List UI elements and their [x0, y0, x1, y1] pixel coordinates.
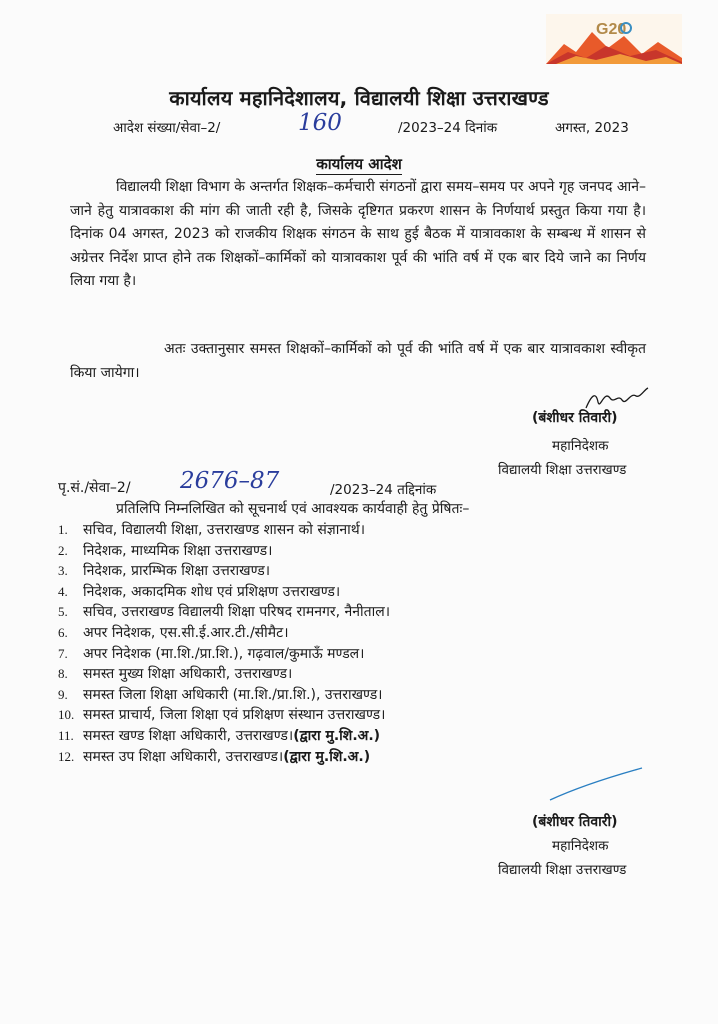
signatory-name-1: (बंशीधर तिवारी): [532, 410, 618, 426]
list-item: 11. समस्त खण्ड शिक्षा अधिकारी, उत्तराखण्ड।(द्वारा मु.शि.अ.): [58, 727, 381, 744]
signature-stroke-2: [546, 762, 646, 802]
copy-intro: प्रतिलिपि निम्नलिखित को सूचनार्थ एवं आवश्यक कार्यवाही हेतु प्रेषितः–: [116, 501, 470, 517]
signatory-office-1: विद्यालयी शिक्षा उत्तराखण्ड: [498, 462, 627, 478]
order-ref-prefix: आदेश संख्या/सेवा–2/: [113, 120, 221, 136]
logo-text: G20: [596, 21, 627, 38]
order-ref-suffix: /2023–24 दिनांक: [398, 120, 498, 136]
signatory-name-2: (बंशीधर तिवारी): [532, 814, 618, 830]
office-title: कार्यालय महानिदेशालय, विद्यालयी शिक्षा उत्तराखण्ड: [169, 86, 549, 110]
subject-heading: [0, 154, 718, 174]
list-item: 1. सचिव, विद्यालयी शिक्षा, उत्तराखण्ड शासन को संज्ञानार्थ।: [58, 522, 366, 538]
recipient-list: [58, 520, 390, 767]
list-item: 8. समस्त मुख्य शिक्षा अधिकारी, उत्तराखण्ड।: [58, 666, 293, 683]
signatory-designation-1: महानिदेशक: [552, 438, 609, 454]
copy-number-handwritten: 2676–87: [180, 468, 280, 494]
body-paragraph-2: अतः उक्तानुसार समस्त शिक्षकों–कार्मिकों को पूर्व की भांति वर्ष में एक बार यात्रावकाश स्वीकृत किया जायेगा।: [70, 341, 646, 381]
signatory-designation-2: महानिदेशक: [552, 838, 609, 854]
copy-ref-prefix: पृ.सं./सेवा–2/: [58, 480, 131, 496]
list-item: 7. अपर निदेशक (मा.शि./प्रा.शि.), गढ़वाल/कुमाऊँ मण्डल।: [58, 645, 365, 662]
list-item: 12. समस्त उप शिक्षा अधिकारी, उत्तराखण्ड।(द्वारा मु.शि.अ.): [58, 748, 371, 765]
list-item: 2. निदेशक, माध्यमिक शिक्षा उत्तराखण्ड।: [58, 542, 273, 559]
list-item: 3. निदेशक, प्रारम्भिक शिक्षा उत्तराखण्ड।: [58, 563, 271, 580]
signatory-office-2: विद्यालयी शिक्षा उत्तराखण्ड: [498, 862, 627, 878]
body-paragraph-1: विद्यालयी शिक्षा विभाग के अन्तर्गत शिक्षक–कर्मचारी संगठनों द्वारा समय–समय पर अपने गृह जनपद आने–जाने हेतु यात्रावकाश की मांग की जाती रही है, जिसके दृष्टिगत प्रकरण शासन के निर्णयार्थ प्रस्तुत किया गया है। दिनांक 04 अगस्त, 2023 को राजकीय शिक्षक संगठन के साथ हुई बैठक में यात्रावकाश के सम्बन्ध में शासन से अग्रेत्तर निर्देश प्राप्त होने तक शिक्षकों–कार्मिकों को यात्रावकाश पूर्व की भांति वर्ष में एक बार दिये जाने का निर्णय लिया गया है।: [70, 179, 646, 289]
copy-ref-suffix: /2023–24 तद्दिनांक: [330, 482, 437, 498]
list-item: 4. निदेशक, अकादमिक शोध एवं प्रशिक्षण उत्तराखण्ड।: [58, 583, 341, 600]
list-item: 6. अपर निदेशक, एस.सी.ई.आर.टी./सीमैट।: [58, 624, 289, 641]
list-item: 10. समस्त प्राचार्य, जिला शिक्षा एवं प्रशिक्षण संस्थान उत्तराखण्ड।: [58, 707, 386, 724]
list-item: 5. सचिव, उत्तराखण्ड विद्यालयी शिक्षा परिषद रामनगर, नैनीताल।: [58, 604, 391, 621]
order-number-handwritten: 160: [298, 110, 342, 136]
subject-text: कार्यालय आदेश: [316, 155, 402, 173]
g20-logo: [546, 14, 682, 64]
list-item: 9. समस्त जिला शिक्षा अधिकारी (मा.शि./प्रा.शि.), उत्तराखण्ड।: [58, 686, 383, 703]
order-date: अगस्त, 2023: [555, 120, 629, 136]
